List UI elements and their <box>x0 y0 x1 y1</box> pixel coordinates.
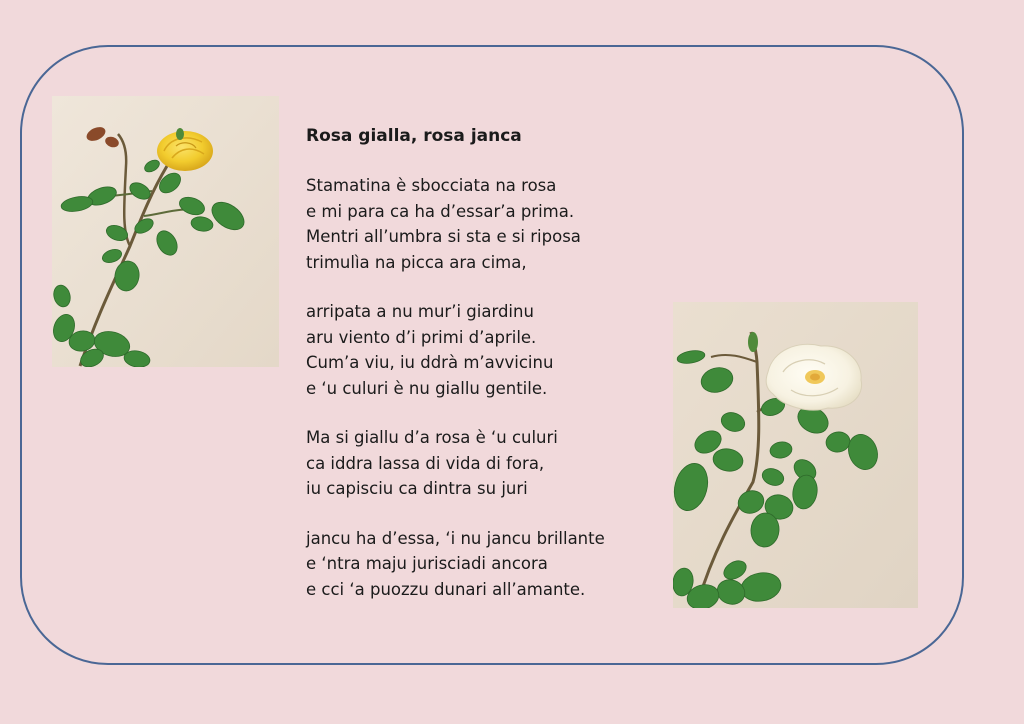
yellow-rose-illustration <box>52 96 279 367</box>
poem-line: aru viento d’i primi d’aprile. <box>306 327 537 347</box>
yellow-rose-photo <box>52 96 279 367</box>
poem-line: jancu ha d’essa, ‘i nu jancu brillante <box>306 528 605 548</box>
poem <box>306 124 656 626</box>
white-rose-photo <box>673 302 918 608</box>
poem-line: Ma si giallu d’a rosa è ‘u culuri <box>306 428 558 447</box>
poem-line: e cci ‘a puozzu dunari all’amante. <box>306 579 586 599</box>
poem-line: Mentri all’umbra si sta e si riposa <box>306 227 581 246</box>
stanza-3 <box>306 425 656 502</box>
poem-title: Rosa gialla, rosa janca <box>306 126 522 146</box>
poem-line: Cum’a viu, iu ddrà m’avvicinu <box>306 353 554 372</box>
stanza-2 <box>306 299 656 401</box>
poem-line: arripata a nu mur’i giardinu <box>306 302 534 321</box>
poem-line: e ‘ntra maju jurisciadi ancora <box>306 554 548 573</box>
poem-line: iu capisciu ca dintra su juri <box>306 479 528 498</box>
white-rose-flower <box>766 344 861 410</box>
rose-bud <box>748 332 758 352</box>
stanza-4 <box>306 526 656 603</box>
poem-line: trimulìa na picca ara cima, <box>306 252 527 272</box>
stanza-1 <box>306 173 656 275</box>
yellow-rose-flower <box>157 131 213 171</box>
poem-line: ca iddra lassa di vida di fora, <box>306 453 545 473</box>
poem-line: e mi para ca ha d’essar’a prima. <box>306 201 575 221</box>
rose-bud <box>176 128 184 140</box>
white-rose-illustration <box>673 302 918 608</box>
poem-line: Stamatina è sbocciata na rosa <box>306 176 557 195</box>
poem-line: e ‘u culuri è nu giallu gentile. <box>306 378 548 398</box>
